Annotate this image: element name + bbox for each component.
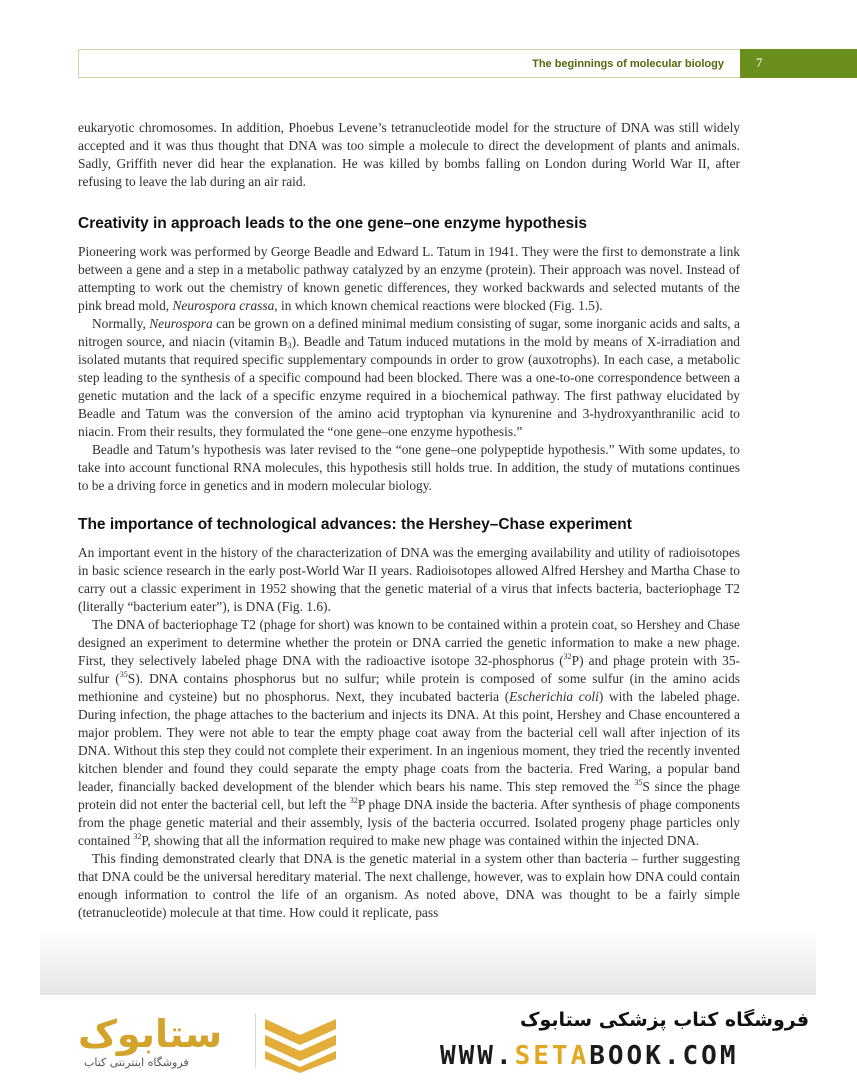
section1-paragraph-1: Pioneering work was performed by George Beadle and Edward L. Tatum in 1941. They were the first to demonstrate a link between a gene and a step in a metabolic pathway catalyzed by an enzyme (protein). Their approach was novel. Instead of attempting to work out the chemistry of known genetic differences, they worked backwards and selected mutants of the pink bread mold, Neurospora crassa, in which known chemical reactions were blocked (Fig. 1.5). (78, 244, 740, 313)
logo-wordmark: ستابوک (78, 1012, 223, 1056)
running-header (78, 49, 740, 78)
section1-paragraph-3: Beadle and Tatum’s hypothesis was later revised to the “one gene–one polypeptide hypothesis.” With some updates, to take into account functional RNA molecules, this hypothesis still holds true. In addition, the study of mutations continues to be a driving force in genetics and in modern molecular biology. (78, 442, 740, 493)
running-title: The beginnings of molecular biology (532, 58, 724, 70)
page-number: 7 (756, 55, 763, 70)
setabook-logo (78, 1012, 248, 1069)
store-name: فروشگاه کتاب پزشکی ستابوک (520, 1009, 810, 1031)
chevron-logo-icon (263, 1013, 338, 1073)
store-url: WWW.SETABOOK.COM (440, 1041, 739, 1071)
page-body (78, 119, 740, 922)
watermark-banner (0, 995, 857, 1080)
section1-paragraph-2: Normally, Neurospora can be grown on a defined minimal medium consisting of sugar, some inorganic acids and salts, a nitrogen source, and niacin (vitamin $B_3$). Beadle and Tatum induced mutations in the mold by means of X-irradiation and isolated mutants that required specific supplementary compounds in order to grow (auxotrophs). In each case, a metabolic step leading to the synthesis of a specific compound had been blocked. There was a one-to-one correspondence between a genetic mutation and the lack of a specific enzyme required in a biochemical pathway. The first pathway elucidated by Beadle and Tatum was the conversion of the amino acid tryptophan via kynurenine and 3-hydroxyanthranilic acid to niacin. From their results, they formulated the “one gene–one enzyme hypothesis.” (78, 316, 740, 439)
section-heading-one-gene-one-enzyme: Creativity in approach leads to the one gene–one enzyme hypothesis (78, 215, 588, 232)
logo-divider (255, 1013, 256, 1068)
section2-paragraph-3: This finding demonstrated clearly that DNA is the genetic material in a system other than bacteria – further suggesting that DNA could be the universal hereditary material. The next challenge, however, was to explain how DNA could contain enough information to control the life of an organism. As noted above, DNA was thought to be a fairly simple (tetranucleotide) molecule at that time. How could it replicate, pass (78, 851, 740, 920)
intro-paragraph: eukaryotic chromosomes. In addition, Phoebus Levene’s tetranucleotide model for the structure of DNA was still widely accepted and it was thus thought that DNA was too simple a molecule to direct the development of plants and animals. Sadly, Griffith never did hear the explanation. He was killed by bombs falling on London during World War II, after refusing to leave the lab during an air raid. (78, 120, 740, 189)
section2-paragraph-2: The DNA of bacteriophage T2 (phage for short) was known to be contained within a protein coat, so Hershey and Chase designed an experiment to determine whether the protein or DNA carried the genetic information to make a new phage. First, they selectively labeled phage DNA with the radioactive isotope 32-phosphorus ($^{32}$P) and phage protein with 35-sulfur ($^{35}$S). DNA contains phosphorus but no sulfur; while protein is composed of some sulfur (in the amino acids methionine and cysteine) but no phosphorus. Next, they incubated bacteria (Escherichia coli) with the labeled phage. During infection, the phage attaches to the bacterium and injects its DNA. At this point, Hershey and Chase encountered a major problem. They were not able to tear the empty phage coat away from the bacterial cell wall after injection of its DNA. Without this step they could not complete their experiment. In an ingenious moment, they tried the recently invented kitchen blender and found they could separate the empty phage coats from the bacteria. Fred Waring, a popular band leader, financially backed development of the blender which bears his name. This step removed the $^{35}$S since the phage protein did not enter the bacterial cell, but left the $^{32}$P phage DNA inside the bacteria. After synthesis of phage components from the phage genetic material and their assembly, lysis of the bacteria occurred. Isolated progeny phage particles only contained $^{32}$P, showing that all the information required to make new phage was contained within the injected DNA. (78, 617, 741, 848)
section2-paragraph-1: An important event in the history of the characterization of DNA was the emerging availability and utility of radioisotopes in basic science research in the early post-World War II years. Radioisotopes allowed Alfred Hershey and Martha Chase to carry out a classic experiment in 1952 showing that the genetic material of a virus that infects bacteria, bacteriophage T2 (literally “bacterium eater”), is DNA (Fig. 1.6). (78, 545, 740, 614)
bottom-fade-overlay (40, 925, 816, 995)
logo-tagline: فروشگاه اینترنتی کتاب (84, 1056, 189, 1069)
section-heading-hershey-chase: The importance of technological advances: the Hershey–Chase experiment (78, 516, 632, 533)
page-number-box (740, 49, 857, 78)
